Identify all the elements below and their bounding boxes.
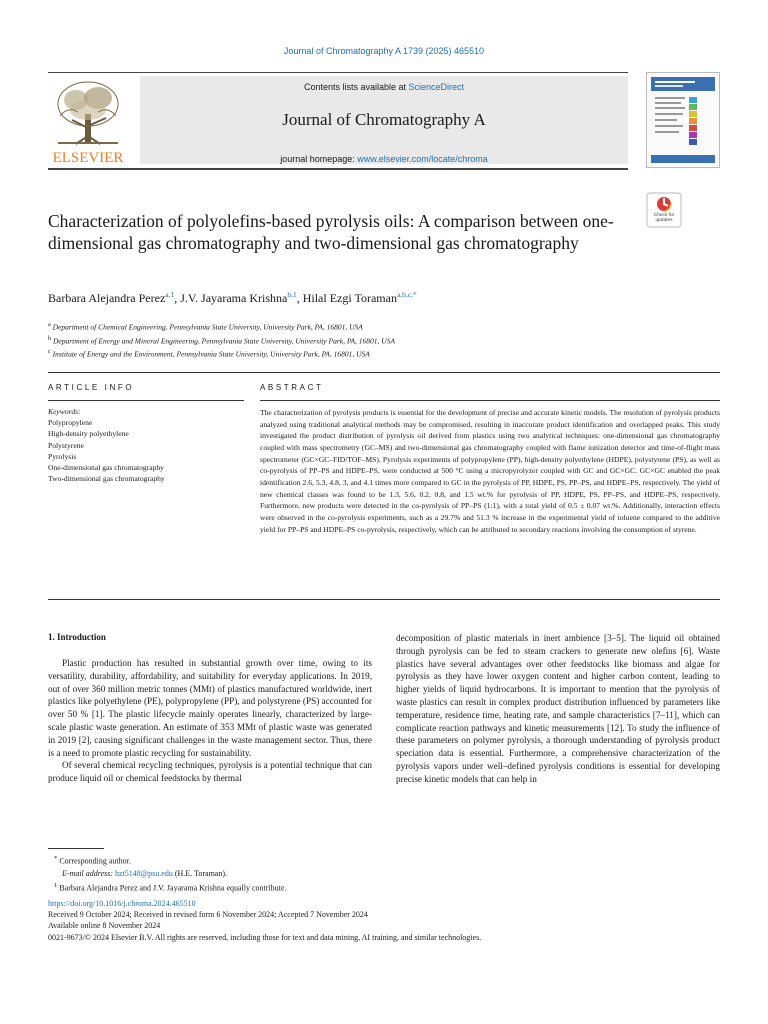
author-separator: , [174, 291, 181, 305]
affiliation-item [48, 333, 668, 347]
check-for-updates-badge[interactable] [646, 192, 682, 228]
footnote-corresponding [48, 853, 648, 868]
section-divider [48, 372, 720, 373]
check-updates-label: Check for updates [653, 213, 675, 224]
keyword-item: One-dimensional gas chromatography [48, 463, 164, 473]
body-paragraph: Of several chemical recycling techniques, pyrolysis is a potential technique that can produce liquid oil or chemical feedstocks by thermal [48, 760, 372, 784]
affiliations [48, 319, 668, 360]
author-name[interactable]: Barbara Alejandra Perez [48, 291, 166, 305]
email-link[interactable]: hzt5148@psu.edu [115, 868, 173, 878]
cover-image-icon [647, 73, 719, 167]
homepage-link[interactable]: www.elsevier.com/locate/chroma [357, 154, 488, 164]
author-affiliation-marker[interactable]: a,1 [165, 290, 175, 299]
affiliation-text: Institute of Energy and the Environment, Pennsylvania State University, University Park, PA, 16801, USA [52, 349, 370, 359]
footnote-email [48, 868, 648, 880]
affiliation-text: Department of Energy and Mineral Engineering, Pennsylvania State University, University Park, PA, 16801, USA [53, 336, 396, 345]
header-panel [140, 76, 628, 164]
email-suffix: (H.E. Toraman). [172, 868, 228, 878]
tree-logo-icon [48, 76, 128, 166]
keyword-item: Pyrolysis [48, 451, 77, 461]
abstract-rule [260, 400, 720, 401]
footnote-text: Barbara Alejandra Perez and J.V. Jayarama Krishna equally contribute. [59, 883, 287, 893]
affiliation-marker: a [48, 321, 51, 328]
sciencedirect-link[interactable]: ScienceDirect [408, 82, 465, 92]
footnote-text: Corresponding author. [59, 856, 131, 866]
introduction-heading: 1. Introduction [48, 632, 106, 642]
author-name[interactable]: Hilal Ezgi Toraman [302, 291, 397, 305]
homepage-line [140, 154, 628, 164]
footnote-marker: 1 [54, 881, 58, 889]
affiliation-text: Department of Chemical Engineering, Pennsylvania State University, University Park, PA, 16801, USA [52, 322, 363, 332]
publisher-logo[interactable] [48, 76, 128, 166]
header-bottom-rule [48, 168, 628, 170]
contents-prefix: Contents lists available at [303, 82, 409, 92]
keyword-item: Polystyrene [48, 440, 84, 450]
affiliation-item [48, 346, 668, 360]
affiliation-marker: b [48, 334, 52, 342]
body-paragraph: decomposition of plastic materials in inert ambience [3–5]. The liquid oil obtained through pyrolysis can be fed to steam crackers to generate new olefins [6]. Waste plastics have several advantages over other feedstocks like biomass and algae for pyrolysis as they have lower oxygen content and higher carbon content, leading to higher yields of liquid hydrocarbons. It is important to mention that the pyrolysis of waste plastics can result in complex product distribution influenced by parameters like temperature, residence time, heating rate, and sample characteristics [7–11], which can complicate reaction pathways and kinetic measurements [12]. To study the influence of these parameters on polymer pyrolysis, a thorough understanding of pyrolysis product speciation data is essential. Furthermore, a comprehensive characterization of the pyrolysis vapors under well–defined pyrolysis conditions is essential for developing precise kinetic models that can help in [396, 633, 720, 784]
journal-reference[interactable]: Journal of Chromatography A 1739 (2025) 465510 [283, 46, 485, 56]
keyword-item: High-density polyethylene [48, 429, 129, 439]
body-paragraph: Plastic production has resulted in substantial growth over time, owing to its versatility, durability, affordability, and suitability for everyday applications. In 2019, out of over 360 million metric tonnes (MMt) of plastics manufactured worldwide, inert plastics like polyethylene (PE), polypropylene (PP), and polystyrene (PS) accounted for over 50 % [1]. The plastic lifecycle mainly operates linearly, characterized by large-scale plastic waste generation. An estimate of 353 MMt of plastic waste was generated in 2019 [2], causing significant challenges in the waste management sector. Thus, there is a need to promote plastic recycling for sustainability. [48, 658, 372, 758]
publisher-name: ELSEVIER [52, 150, 124, 166]
section-divider [48, 599, 720, 600]
body-column-left [48, 657, 372, 785]
author-affiliation-marker[interactable]: a,b,c,* [396, 290, 417, 299]
article-info-heading: ARTICLE INFO [48, 383, 135, 392]
keyword-item: Two-dimensional gas chromatography [48, 474, 165, 484]
journal-header [48, 72, 628, 168]
affiliation-marker: c [48, 348, 51, 355]
journal-name: Journal of Chromatography A [282, 110, 486, 129]
copyright-notice: 0021-9673/© 2024 Elsevier B.V. All rights are reserved, including those for text and data mining, AI training, and similar technologies. [48, 932, 482, 942]
article-info-rule [48, 400, 244, 401]
body-column-right [396, 632, 720, 786]
footnote-marker: * [54, 855, 58, 862]
footnotes [48, 853, 648, 894]
keyword-item: Polypropylene [48, 418, 93, 428]
header-top-rule [48, 72, 628, 73]
author-name[interactable]: J.V. Jayarama Krishna [180, 291, 288, 305]
journal-cover-thumbnail[interactable] [646, 72, 720, 168]
available-online: Available online 8 November 2024 [48, 921, 161, 931]
article-title: Characterization of polyolefins-based pyrolysis oils: A comparison between one-dimensional gas chromatography and two-dimensional gas chromatography [48, 211, 614, 253]
author-list [48, 290, 668, 306]
homepage-prefix: journal homepage: [280, 154, 358, 164]
affiliation-item [48, 319, 668, 333]
abstract-body: The characterization of pyrolysis products is essential for the development of precise and accurate kinetic models. The resolution of pyrolysis products analyzed using traditional analytical methods may be compromised, resulting in inaccurate product identification and overlapped peaks. This study investigated the product distribution of pyrolysis oil derived from plastics using two analytical techniques: one-dimensional gas chromatography coupled with mass spectrometry (GC–MS) and two-dimensional gas chromatography coupled with flame ionization detector and time-of-flight mass spectrometer (GC×GC–FID/TOF–MS). Pyrolysis experiments of polypropylene (PP), high-density polyethylene (HDPE), polystyrene (PS), as well as co-pyrolysis of PP–PS and HDPE–PS, were conducted at 500 °C using a micropyrolyzer coupled with GC and GC×GC. GC×GC enabled the peak identification 2.6, 5.3, 4.8, 3, and 4.1 times more compared to GC in the pyrolysis of PP, HDPE, PS, PP–PS, and HDPE–PS, respectively. The yield of new chemical classes was found to be 1.3, 5.6, 0.2, 0.8, and 1.5 wt.% for pyrolysis of PP, HDPE, PS, PP–PS, and HDPE–PS, respectively. Furthermore, new products were detected in the co-pyrolysis of PP–PS (1:1), with a total yield of 0.5 ± 0.07 wt.%. Additionally, interaction effects were observed in the co-pyrolysis experiments, such as a 29.7% and 51.3 % increase in the experimental yield of toluene compared to the additive yield for PP–PS and HDPE–PS co-pyrolysis, respectively, which can be attributed to secondary reactions involving the consumption of styrene. [260, 408, 720, 534]
author-affiliation-marker[interactable]: b,1 [287, 290, 297, 299]
footnote-equal-contribution [48, 880, 648, 895]
author-separator: , [296, 291, 303, 305]
email-label: E-mail address: [62, 868, 116, 878]
contents-line [140, 82, 628, 92]
keywords-list [48, 406, 248, 484]
received-dates: Received 9 October 2024; Received in revised form 6 November 2024; Accepted 7 November 2024 [48, 910, 368, 920]
doi-link[interactable]: https://doi.org/10.1016/j.chroma.2024.465510 [48, 899, 196, 908]
publication-info [48, 898, 720, 943]
abstract-heading: ABSTRACT [260, 383, 324, 392]
footnote-rule [48, 848, 104, 849]
keywords-label: Keywords: [48, 407, 81, 416]
